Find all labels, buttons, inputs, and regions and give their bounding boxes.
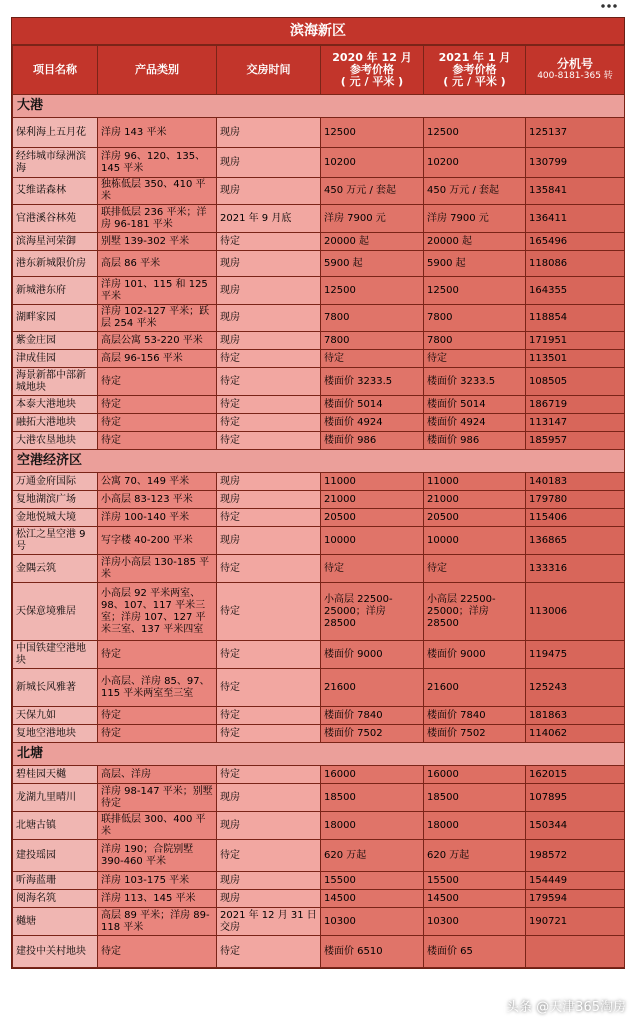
extension-cell: 114062 <box>526 725 625 743</box>
price-2021-cell: 20000 起 <box>424 233 526 251</box>
table-row <box>13 908 625 936</box>
product-type-cell: 高层 86 平米 <box>98 251 217 277</box>
project-name-cell: 保利海上五月花 <box>13 118 98 148</box>
price-2020-cell: 11000 <box>321 473 424 491</box>
table-row <box>13 233 625 251</box>
price-2020-cell: 楼面价 986 <box>321 432 424 450</box>
project-name-cell: 本泰大港地块 <box>13 396 98 414</box>
project-name-cell: 中国铁建空港地块 <box>13 641 98 669</box>
delivery-cell: 现房 <box>217 148 321 178</box>
table-row <box>13 583 625 641</box>
delivery-cell: 现房 <box>217 784 321 812</box>
project-name-cell: 天保意境雅居 <box>13 583 98 641</box>
price-2020-cell: 21000 <box>321 491 424 509</box>
delivery-cell: 待定 <box>217 707 321 725</box>
product-type-cell: 高层 96-156 平米 <box>98 350 217 368</box>
project-name-cell: 复地湖滨广场 <box>13 491 98 509</box>
product-type-cell: 公寓 70、149 平米 <box>98 473 217 491</box>
product-type-cell: 别墅 139-302 平米 <box>98 233 217 251</box>
price-2020-cell: 15500 <box>321 872 424 890</box>
table-row <box>13 872 625 890</box>
delivery-cell: 待定 <box>217 766 321 784</box>
product-type-cell: 待定 <box>98 432 217 450</box>
delivery-cell: 待定 <box>217 936 321 968</box>
price-2020-cell: 7800 <box>321 305 424 332</box>
price-2020-cell: 待定 <box>321 555 424 583</box>
extension-cell: 185957 <box>526 432 625 450</box>
project-name-cell: 融拓大港地块 <box>13 414 98 432</box>
table-row <box>13 350 625 368</box>
price-2020-cell: 20500 <box>321 509 424 527</box>
extension-cell: 113006 <box>526 583 625 641</box>
delivery-cell: 待定 <box>217 840 321 872</box>
table-row <box>13 784 625 812</box>
price-2020-cell: 16000 <box>321 766 424 784</box>
table-row <box>13 432 625 450</box>
section-row <box>13 450 625 473</box>
price-2020-cell: 10300 <box>321 908 424 936</box>
price-2021-cell: 18500 <box>424 784 526 812</box>
product-type-cell: 待定 <box>98 368 217 396</box>
header-product-type: 产品类别 <box>98 46 217 95</box>
product-type-cell: 写字楼 40-200 平米 <box>98 527 217 555</box>
price-2020-cell: 12500 <box>321 277 424 305</box>
table-body <box>13 95 625 968</box>
extension-cell: 108505 <box>526 368 625 396</box>
product-type-cell: 联排低层 236 平米；洋房 96-181 平米 <box>98 205 217 233</box>
extension-cell: 118854 <box>526 305 625 332</box>
product-type-cell: 洋房小高层 130-185 平米 <box>98 555 217 583</box>
table-row <box>13 766 625 784</box>
price-2021-cell: 待定 <box>424 555 526 583</box>
table-row <box>13 332 625 350</box>
price-2021-cell: 21000 <box>424 491 526 509</box>
price-2021-cell: 楼面价 4924 <box>424 414 526 432</box>
project-name-cell: 新城长风雅著 <box>13 669 98 707</box>
price-2020-cell: 12500 <box>321 118 424 148</box>
delivery-cell: 现房 <box>217 332 321 350</box>
delivery-cell: 现房 <box>217 812 321 840</box>
project-name-cell: 金地悦城大境 <box>13 509 98 527</box>
price-2021-cell: 小高层 22500-25000；洋房 28500 <box>424 583 526 641</box>
table-title: 滨海新区 <box>12 18 624 45</box>
delivery-cell: 现房 <box>217 305 321 332</box>
price-2020-cell: 450 万元 / 套起 <box>321 178 424 205</box>
price-table <box>12 45 625 968</box>
section-title: 空港经济区 <box>13 450 625 473</box>
price-2020-cell: 620 万起 <box>321 840 424 872</box>
table-row <box>13 555 625 583</box>
delivery-cell: 待定 <box>217 414 321 432</box>
extension-cell: 179780 <box>526 491 625 509</box>
price-2020-cell: 楼面价 7502 <box>321 725 424 743</box>
header-delivery-time: 交房时间 <box>217 46 321 95</box>
delivery-cell: 现房 <box>217 178 321 205</box>
extension-cell: 136865 <box>526 527 625 555</box>
price-2021-cell: 12500 <box>424 277 526 305</box>
delivery-cell: 现房 <box>217 118 321 148</box>
header-project-name: 项目名称 <box>13 46 98 95</box>
section-title: 大港 <box>13 95 625 118</box>
project-name-cell: 新城港东府 <box>13 277 98 305</box>
price-2021-cell: 10200 <box>424 148 526 178</box>
product-type-cell: 洋房 102-127 平米；跃层 254 平米 <box>98 305 217 332</box>
price-2021-cell: 12500 <box>424 118 526 148</box>
project-name-cell: 北塘古镇 <box>13 812 98 840</box>
extension-cell: 130799 <box>526 148 625 178</box>
product-type-cell: 小高层 83-123 平米 <box>98 491 217 509</box>
product-type-cell: 高层 89 平米；洋房 89-118 平米 <box>98 908 217 936</box>
header-extension <box>526 46 625 95</box>
product-type-cell: 待定 <box>98 414 217 432</box>
table-row <box>13 148 625 178</box>
project-name-cell: 建投瑶园 <box>13 840 98 872</box>
price-2021-cell: 15500 <box>424 872 526 890</box>
project-name-cell: 万通金府国际 <box>13 473 98 491</box>
project-name-cell: 金隅云筑 <box>13 555 98 583</box>
table-row <box>13 641 625 669</box>
project-name-cell: 大港农垦地块 <box>13 432 98 450</box>
extension-cell: 190721 <box>526 908 625 936</box>
price-2020-cell: 洋房 7900 元 <box>321 205 424 233</box>
price-2020-cell: 楼面价 9000 <box>321 641 424 669</box>
price-2021-cell: 7800 <box>424 332 526 350</box>
product-type-cell: 待定 <box>98 641 217 669</box>
product-type-cell: 待定 <box>98 707 217 725</box>
header-price-2021-text: 2021 年 1 月 参考价格 ( 元 / 平米 ) <box>438 51 511 88</box>
price-2020-cell: 小高层 22500-25000；洋房 28500 <box>321 583 424 641</box>
product-type-cell: 小高层、洋房 85、97、115 平米两室至三室 <box>98 669 217 707</box>
product-type-cell: 洋房 96、120、135、145 平米 <box>98 148 217 178</box>
price-2020-cell: 楼面价 4924 <box>321 414 424 432</box>
extension-cell: 113147 <box>526 414 625 432</box>
extension-cell: 150344 <box>526 812 625 840</box>
extension-cell: 133316 <box>526 555 625 583</box>
project-name-cell: 樾塘 <box>13 908 98 936</box>
delivery-cell: 现房 <box>217 527 321 555</box>
price-2020-cell: 20000 起 <box>321 233 424 251</box>
table-row <box>13 118 625 148</box>
price-2020-cell: 待定 <box>321 350 424 368</box>
extension-cell: 154449 <box>526 872 625 890</box>
delivery-cell: 待定 <box>217 432 321 450</box>
delivery-cell: 现房 <box>217 872 321 890</box>
table-row <box>13 669 625 707</box>
price-2020-cell: 楼面价 6510 <box>321 936 424 968</box>
delivery-cell: 现房 <box>217 251 321 277</box>
delivery-cell: 待定 <box>217 641 321 669</box>
table-row <box>13 936 625 968</box>
delivery-cell: 待定 <box>217 725 321 743</box>
price-2020-cell: 18000 <box>321 812 424 840</box>
extension-cell: 136411 <box>526 205 625 233</box>
product-type-cell: 洋房 101、115 和 125 平米 <box>98 277 217 305</box>
price-2021-cell: 楼面价 986 <box>424 432 526 450</box>
extension-cell: 165496 <box>526 233 625 251</box>
price-2021-cell: 楼面价 65 <box>424 936 526 968</box>
table-row <box>13 414 625 432</box>
project-name-cell: 碧桂园天樾 <box>13 766 98 784</box>
extension-cell: 181863 <box>526 707 625 725</box>
price-2021-cell: 16000 <box>424 766 526 784</box>
delivery-cell: 2021 年 9 月底 <box>217 205 321 233</box>
header-price-2021 <box>424 46 526 95</box>
price-2021-cell: 楼面价 5014 <box>424 396 526 414</box>
project-name-cell: 海景新都中部新城地块 <box>13 368 98 396</box>
project-name-cell: 阅海名筑 <box>13 890 98 908</box>
section-row <box>13 95 625 118</box>
delivery-cell: 现房 <box>217 473 321 491</box>
price-2021-cell: 楼面价 7502 <box>424 725 526 743</box>
price-2021-cell: 楼面价 9000 <box>424 641 526 669</box>
extension-cell: 113501 <box>526 350 625 368</box>
header-price-2020 <box>321 46 424 95</box>
product-type-cell: 高层、洋房 <box>98 766 217 784</box>
project-name-cell: 松江之星空港 9 号 <box>13 527 98 555</box>
table-row <box>13 707 625 725</box>
section-row <box>13 743 625 766</box>
extension-cell: 171951 <box>526 332 625 350</box>
product-type-cell: 洋房 100-140 平米 <box>98 509 217 527</box>
project-name-cell: 复地空港地块 <box>13 725 98 743</box>
header-row <box>13 46 625 95</box>
table-row <box>13 205 625 233</box>
price-2021-cell: 11000 <box>424 473 526 491</box>
table-row <box>13 368 625 396</box>
project-name-cell: 湖畔家园 <box>13 305 98 332</box>
menu-dots-icon <box>600 3 618 9</box>
delivery-cell: 待定 <box>217 669 321 707</box>
extension-cell: 135841 <box>526 178 625 205</box>
price-2021-cell: 20500 <box>424 509 526 527</box>
extension-cell: 140183 <box>526 473 625 491</box>
price-2020-cell: 楼面价 3233.5 <box>321 368 424 396</box>
extension-cell: 119475 <box>526 641 625 669</box>
product-type-cell: 联排低层 300、400 平米 <box>98 812 217 840</box>
delivery-cell: 待定 <box>217 350 321 368</box>
project-name-cell: 艾维诺森林 <box>13 178 98 205</box>
price-2021-cell: 14500 <box>424 890 526 908</box>
price-2020-cell: 10200 <box>321 148 424 178</box>
table-row <box>13 509 625 527</box>
product-type-cell: 洋房 113、145 平米 <box>98 890 217 908</box>
product-type-cell: 待定 <box>98 936 217 968</box>
price-2020-cell: 18500 <box>321 784 424 812</box>
price-2020-cell: 10000 <box>321 527 424 555</box>
project-name-cell: 龙湖九里晴川 <box>13 784 98 812</box>
extension-cell: 115406 <box>526 509 625 527</box>
table-row <box>13 178 625 205</box>
project-name-cell: 听海蓝珊 <box>13 872 98 890</box>
price-2021-cell: 620 万起 <box>424 840 526 872</box>
price-2021-cell: 待定 <box>424 350 526 368</box>
delivery-cell: 现房 <box>217 890 321 908</box>
price-2021-cell: 5900 起 <box>424 251 526 277</box>
extension-cell: 125243 <box>526 669 625 707</box>
delivery-cell: 待定 <box>217 396 321 414</box>
project-name-cell: 天保九如 <box>13 707 98 725</box>
product-type-cell: 独栋低层 350、410 平米 <box>98 178 217 205</box>
price-2021-cell: 洋房 7900 元 <box>424 205 526 233</box>
table-row <box>13 251 625 277</box>
product-type-cell: 小高层 92 平米两室、98、107、117 平米三室；洋房 107、127 平米三室、137 平米四室 <box>98 583 217 641</box>
delivery-cell: 待定 <box>217 509 321 527</box>
price-2020-cell: 楼面价 7840 <box>321 707 424 725</box>
table-row <box>13 840 625 872</box>
delivery-cell: 待定 <box>217 233 321 251</box>
price-2020-cell: 21600 <box>321 669 424 707</box>
table-row <box>13 527 625 555</box>
delivery-cell: 现房 <box>217 277 321 305</box>
extension-cell: 162015 <box>526 766 625 784</box>
project-name-cell: 滨海星河荣御 <box>13 233 98 251</box>
product-type-cell: 待定 <box>98 725 217 743</box>
project-name-cell: 建投中关村地块 <box>13 936 98 968</box>
table-row <box>13 890 625 908</box>
header-extension-number: 400-8181-365 转 <box>537 71 613 81</box>
price-2021-cell: 10000 <box>424 527 526 555</box>
product-type-cell: 高层公寓 53-220 平米 <box>98 332 217 350</box>
section-title: 北塘 <box>13 743 625 766</box>
delivery-cell: 2021 年 12 月 31 日交房 <box>217 908 321 936</box>
project-name-cell: 经纬城市绿洲滨海 <box>13 148 98 178</box>
price-table-sheet <box>11 17 625 969</box>
project-name-cell: 紫金庄园 <box>13 332 98 350</box>
table-row <box>13 812 625 840</box>
price-2021-cell: 450 万元 / 套起 <box>424 178 526 205</box>
product-type-cell: 洋房 190；合院别墅 390-460 平米 <box>98 840 217 872</box>
project-name-cell: 津成佳园 <box>13 350 98 368</box>
product-type-cell: 待定 <box>98 396 217 414</box>
header-extension-label: 分机号 <box>556 57 593 71</box>
price-2021-cell: 18000 <box>424 812 526 840</box>
delivery-cell: 待定 <box>217 583 321 641</box>
extension-cell <box>526 936 625 968</box>
price-2020-cell: 楼面价 5014 <box>321 396 424 414</box>
delivery-cell: 待定 <box>217 555 321 583</box>
product-type-cell: 洋房 143 平米 <box>98 118 217 148</box>
extension-cell: 118086 <box>526 251 625 277</box>
price-2021-cell: 21600 <box>424 669 526 707</box>
watermark: 头条 @天津365淘房 <box>506 1000 626 1015</box>
product-type-cell: 洋房 98-147 平米；别墅待定 <box>98 784 217 812</box>
table-row <box>13 725 625 743</box>
price-2020-cell: 14500 <box>321 890 424 908</box>
price-2020-cell: 7800 <box>321 332 424 350</box>
extension-cell: 186719 <box>526 396 625 414</box>
extension-cell: 164355 <box>526 277 625 305</box>
table-row <box>13 305 625 332</box>
project-name-cell: 港东新城限价房 <box>13 251 98 277</box>
extension-cell: 125137 <box>526 118 625 148</box>
extension-cell: 198572 <box>526 840 625 872</box>
table-row <box>13 473 625 491</box>
header-price-2020-text: 2020 年 12 月 参考价格 ( 元 / 平米 ) <box>332 51 412 88</box>
extension-cell: 179594 <box>526 890 625 908</box>
price-2021-cell: 楼面价 3233.5 <box>424 368 526 396</box>
price-2021-cell: 7800 <box>424 305 526 332</box>
table-row <box>13 491 625 509</box>
price-2021-cell: 楼面价 7840 <box>424 707 526 725</box>
delivery-cell: 现房 <box>217 491 321 509</box>
price-2020-cell: 5900 起 <box>321 251 424 277</box>
extension-cell: 107895 <box>526 784 625 812</box>
project-name-cell: 官港溪谷林苑 <box>13 205 98 233</box>
delivery-cell: 待定 <box>217 368 321 396</box>
price-2021-cell: 10300 <box>424 908 526 936</box>
table-row <box>13 277 625 305</box>
table-row <box>13 396 625 414</box>
product-type-cell: 洋房 103-175 平米 <box>98 872 217 890</box>
